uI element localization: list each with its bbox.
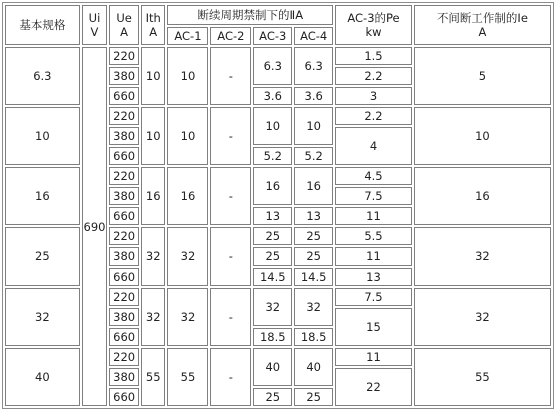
cell-ie: 32 (414, 288, 551, 346)
cell-ac4: 18.5 (294, 328, 333, 346)
cell-ac3: 5.2 (253, 147, 292, 165)
header-ui-bottom: V (90, 25, 99, 39)
cell-spec: 32 (5, 288, 80, 346)
cell-pe: 22 (335, 368, 412, 406)
cell-ac4: 6.3 (294, 47, 333, 85)
cell-ac2: - (210, 107, 251, 165)
cell-pe: 11 (335, 348, 412, 366)
cell-ith: 55 (141, 348, 166, 406)
header-ith (141, 5, 166, 45)
cell-ac3: 16 (253, 167, 292, 205)
cell-ac3: 13 (253, 207, 292, 225)
cell-ac4: 13 (294, 207, 333, 225)
cell-ue: 660 (109, 207, 139, 225)
cell-ac3: 32 (253, 288, 292, 326)
header-ue-top: Ue (116, 11, 132, 25)
header-pe-bottom: kw (365, 25, 382, 39)
header-ith-top: Ith (145, 11, 161, 25)
cell-ie: 10 (414, 107, 551, 165)
cell-spec: 6.3 (5, 47, 80, 105)
cell-ue: 220 (109, 107, 139, 125)
cell-ac2: - (210, 288, 251, 346)
header-pe (335, 5, 412, 45)
cell-ac3: 14.5 (253, 268, 292, 286)
cell-ue: 220 (109, 47, 139, 65)
cell-pe: 2.2 (335, 107, 412, 125)
cell-pe: 4.5 (335, 167, 412, 185)
cell-ue: 220 (109, 348, 139, 366)
cell-ith: 10 (141, 107, 166, 165)
cell-pe: 3 (335, 87, 412, 105)
cell-ith: 10 (141, 47, 166, 105)
cell-ac2: - (210, 167, 251, 225)
cell-ue: 380 (109, 247, 139, 265)
header-spec: 基本规格 (5, 5, 80, 45)
cell-ac1: 55 (167, 348, 208, 406)
cell-ue: 380 (109, 187, 139, 205)
cell-pe: 11 (335, 207, 412, 225)
cell-ac4: 25 (294, 388, 333, 406)
cell-pe: 1.5 (335, 47, 412, 65)
cell-ac3: 18.5 (253, 328, 292, 346)
cell-ith: 16 (141, 167, 166, 225)
cell-pe: 4 (335, 127, 412, 165)
cell-ac3: 25 (253, 388, 292, 406)
table-row (5, 47, 551, 65)
cell-ith: 32 (141, 288, 166, 346)
cell-ie: 55 (414, 348, 551, 406)
header-ac3: AC-3 (253, 27, 292, 45)
cell-ac2: - (210, 227, 251, 285)
cell-ac3: 25 (253, 227, 292, 245)
header-pe-top: AC-3的Pe (347, 11, 400, 25)
cell-ac3: 6.3 (253, 47, 292, 85)
cell-ac3: 25 (253, 247, 292, 265)
cell-ue: 660 (109, 147, 139, 165)
cell-ue: 660 (109, 328, 139, 346)
cell-ie: 32 (414, 227, 551, 285)
cell-pe: 13 (335, 268, 412, 286)
cell-spec: 10 (5, 107, 80, 165)
header-ac4: AC-4 (294, 27, 333, 45)
header-ie-bottom: A (478, 25, 487, 39)
cell-ac3: 40 (253, 348, 292, 386)
cell-ac1: 16 (167, 167, 208, 225)
spec-table (2, 2, 554, 409)
cell-ac4: 16 (294, 167, 333, 205)
cell-ue: 380 (109, 368, 139, 386)
cell-ac4: 14.5 (294, 268, 333, 286)
header-ui-top: Ui (88, 11, 101, 25)
cell-ue: 380 (109, 67, 139, 85)
cell-ie: 5 (414, 47, 551, 105)
header-ac2: AC-2 (210, 27, 251, 45)
cell-ac1: 32 (167, 288, 208, 346)
cell-spec: 25 (5, 227, 80, 285)
cell-ac2: - (210, 348, 251, 406)
header-group: 断续周期禁制下的ⅡA (167, 5, 333, 25)
cell-ac1: 32 (167, 227, 208, 285)
cell-ac3: 3.6 (253, 87, 292, 105)
cell-ac4: 10 (294, 107, 333, 145)
cell-ac1: 10 (167, 47, 208, 105)
header-ue-bottom: A (120, 25, 129, 39)
header-ith-bottom: A (149, 25, 158, 39)
cell-pe: 2.2 (335, 67, 412, 85)
header-ue (109, 5, 139, 45)
table-body (5, 5, 551, 406)
cell-ue: 660 (109, 388, 139, 406)
cell-ac4: 5.2 (294, 147, 333, 165)
cell-ue: 660 (109, 87, 139, 105)
header-row-1 (5, 5, 551, 25)
cell-ac4: 40 (294, 348, 333, 386)
cell-ith: 32 (141, 227, 166, 285)
cell-ac4: 3.6 (294, 87, 333, 105)
cell-ac2: - (210, 47, 251, 105)
cell-ac1: 10 (167, 107, 208, 165)
cell-pe: 7.5 (335, 288, 412, 306)
cell-spec: 40 (5, 348, 80, 406)
header-ie (414, 5, 551, 45)
cell-ue: 220 (109, 167, 139, 185)
cell-pe: 7.5 (335, 187, 412, 205)
header-ui (82, 5, 108, 45)
cell-ue: 660 (109, 268, 139, 286)
cell-pe: 11 (335, 247, 412, 265)
cell-pe: 15 (335, 308, 412, 346)
header-ie-top: 不间断工作制的Ie (436, 11, 528, 25)
cell-pe: 5.5 (335, 227, 412, 245)
cell-ui: 690 (82, 47, 108, 406)
cell-ue: 220 (109, 227, 139, 245)
cell-ue: 380 (109, 308, 139, 326)
header-ac1: AC-1 (167, 27, 208, 45)
cell-ue: 220 (109, 288, 139, 306)
cell-ac4: 25 (294, 247, 333, 265)
cell-ac4: 32 (294, 288, 333, 326)
cell-ac4: 25 (294, 227, 333, 245)
cell-ue: 380 (109, 127, 139, 145)
cell-ac3: 10 (253, 107, 292, 145)
cell-spec: 16 (5, 167, 80, 225)
cell-ie: 16 (414, 167, 551, 225)
